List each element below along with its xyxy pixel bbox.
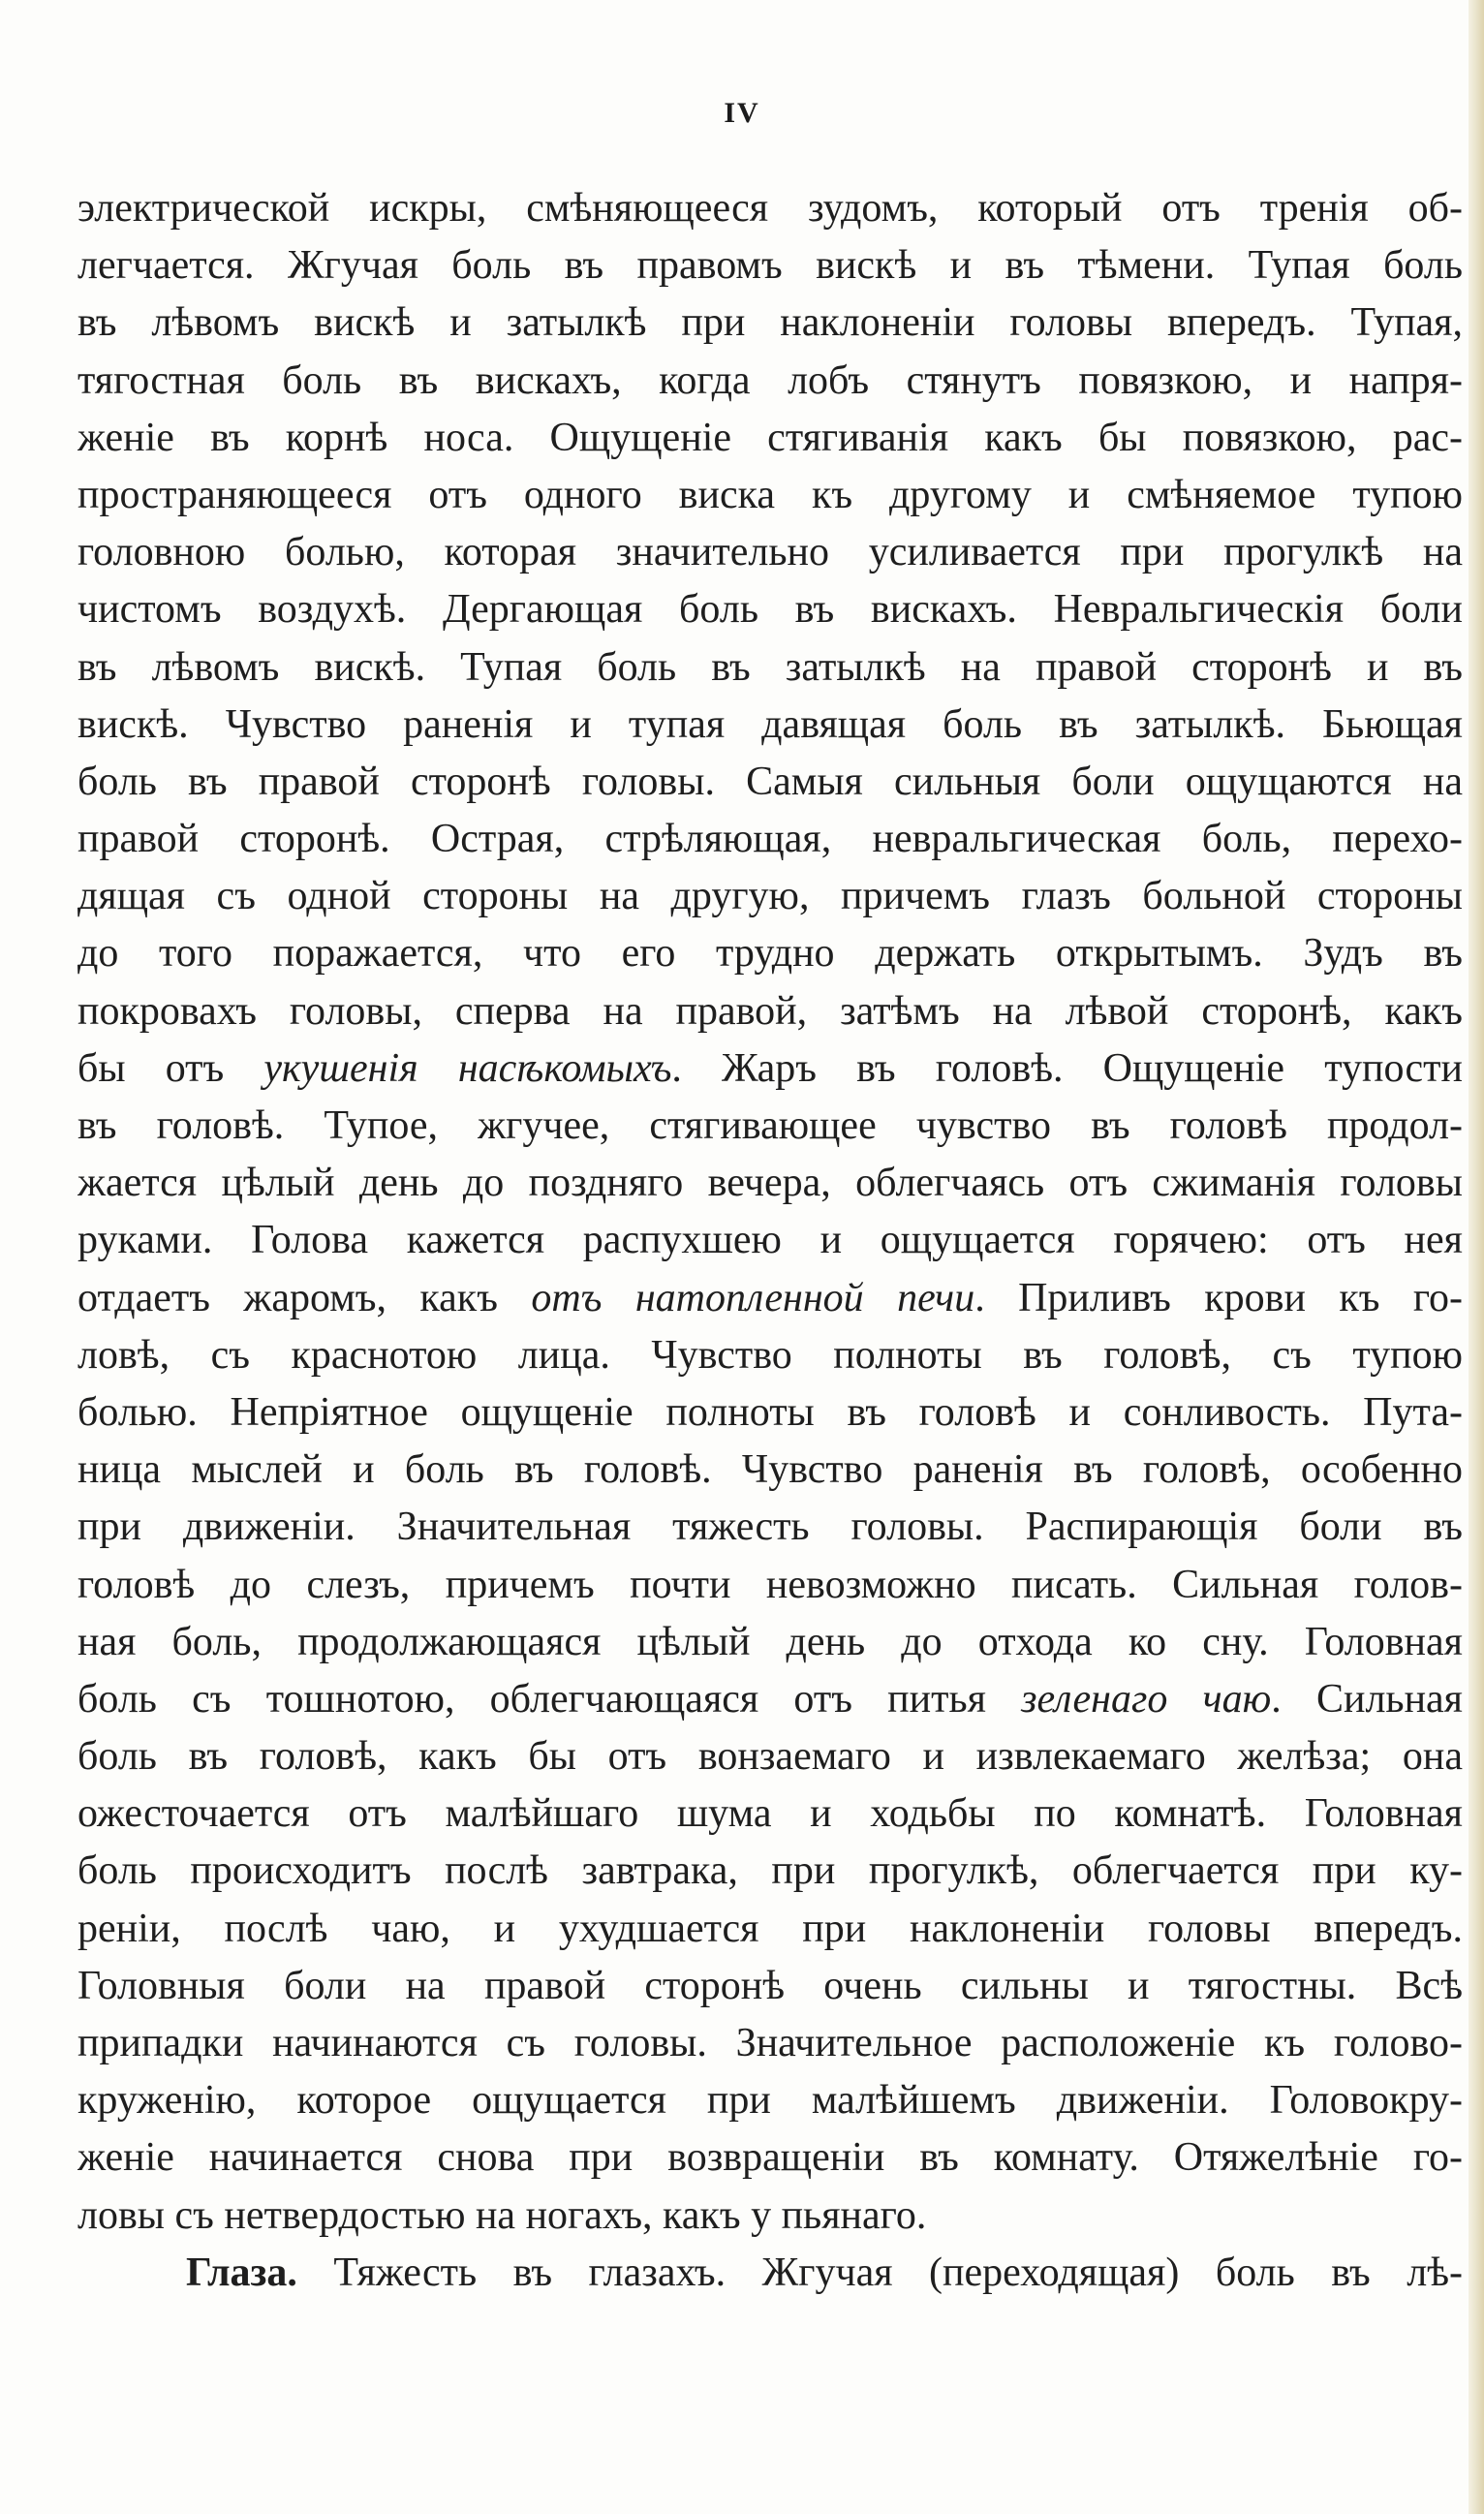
text-line: ница мыслей и боль въ головѣ. Чувство раненія въ головѣ, особенно — [77, 1447, 1463, 1493]
text-segment: бы отъ — [77, 1045, 264, 1091]
text-line — [77, 2245, 1463, 2302]
page-edge — [1469, 0, 1484, 2514]
text-line: ная боль, продолжающаяся цѣлый день до отхода ко сну. Головная — [77, 1619, 1463, 1664]
text-segment: . Приливъ крови къ го- — [974, 1275, 1463, 1320]
text-line: ожесточается отъ малѣйшаго шума и ходьбы по комнатѣ. Головная — [77, 1791, 1463, 1837]
italic-phrase: укушенія насѣкомыхъ — [263, 1045, 672, 1091]
text-line — [77, 1671, 1463, 1728]
text-line: жается цѣлый день до поздняго вечера, облегчаясь отъ сжиманія головы — [77, 1161, 1463, 1206]
text-line: въ лѣвомъ вискѣ и затылкѣ при наклоненіи головы впередъ. Тупая, — [77, 300, 1463, 346]
text-line: реніи, послѣ чаю, и ухудшается при наклоненіи головы впередъ. — [77, 1906, 1463, 1951]
text-line — [77, 1270, 1463, 1327]
text-segment: . Сильная — [1271, 1676, 1463, 1722]
text-line: при движеніи. Значительная тяжесть головы. Распирающія боли въ — [77, 1505, 1463, 1550]
italic-phrase: отъ натопленной печи — [531, 1275, 975, 1320]
text-line: правой сторонѣ. Острая, стрѣляющая, невральгическая боль, перехо- — [77, 817, 1463, 862]
text-line: ловы съ нетвердостью на ногахъ, какъ у пьянаго. — [77, 2192, 927, 2238]
text-body — [77, 180, 1463, 2302]
text-line: головѣ до слезъ, причемъ почти невозможно писать. Сильная голов- — [77, 1562, 1463, 1607]
text-line: вискѣ. Чувство раненія и тупая давящая боль въ затылкѣ. Бьющая — [77, 701, 1463, 747]
text-line: Головныя боли на правой сторонѣ очень сильны и тягостны. Всѣ — [77, 1963, 1463, 2008]
italic-phrase: зеленаго чаю — [1021, 1676, 1272, 1722]
text-line: пространяющееся отъ одного виска къ другому и смѣняемое тупою — [77, 472, 1463, 517]
text-line: боль происходитъ послѣ завтрака, при прогулкѣ, облегчается при ку- — [77, 1848, 1463, 1894]
section-heading: Глаза. — [186, 2250, 297, 2295]
text-line: дящая съ одной стороны на другую, причемъ глазъ больной стороны — [77, 874, 1463, 919]
text-line: тягостная боль въ вискахъ, когда лобъ стянутъ повязкою, и напря- — [77, 357, 1463, 403]
text-line: покровахъ головы, сперва на правой, затѣмъ на лѣвой сторонѣ, какъ — [77, 988, 1463, 1034]
text-line: женіе начинается снова при возвращеніи въ комнату. Отяжелѣніе го- — [77, 2135, 1463, 2181]
text-line: въ головѣ. Тупое, жгучее, стягивающее чувство въ головѣ продол- — [77, 1103, 1463, 1148]
text-line: чистомъ воздухѣ. Дергающая боль въ вискахъ. Невральгическія боли — [77, 587, 1463, 633]
text-line: головною болью, которая значительно усиливается при прогулкѣ на — [77, 530, 1463, 575]
text-line: ловѣ, съ краснотою лица. Чувство полноты въ головѣ, съ тупою — [77, 1332, 1463, 1378]
text-line: боль въ правой сторонѣ головы. Самыя сильныя боли ощущаются на — [77, 759, 1463, 804]
text-line: электрической искры, смѣняющееся зудомъ, который отъ тренія об- — [77, 186, 1463, 231]
text-line: круженію, которое ощущается при малѣйшемъ движеніи. Головокру- — [77, 2078, 1463, 2124]
page-number: IV — [724, 97, 760, 129]
text-segment: Тяжесть въ глазахъ. Жгучая (переходящая) боль въ лѣ- — [296, 2250, 1463, 2295]
text-line: въ лѣвомъ вискѣ. Тупая боль въ затылкѣ на правой сторонѣ и въ — [77, 644, 1463, 690]
text-segment: боль съ тошнотою, облегчающаяся отъ питья — [77, 1676, 1022, 1722]
text-segment: . Жаръ въ головѣ. Ощущеніе тупости — [671, 1045, 1463, 1091]
text-line: боль въ головѣ, какъ бы отъ вонзаемаго и извлекаемаго желѣза; она — [77, 1734, 1463, 1780]
text-line: женіе въ корнѣ носа. Ощущеніе стягиванія какъ бы повязкою, рас- — [77, 415, 1463, 460]
text-line: болью. Непріятное ощущеніе полноты въ головѣ и сонливость. Пута- — [77, 1389, 1463, 1435]
text-line: легчается. Жгучая боль въ правомъ вискѣ и въ тѣмени. Тупая боль — [77, 243, 1463, 289]
text-line: до того поражается, что его трудно держать открытымъ. Зудъ въ — [77, 931, 1463, 977]
text-line: припадки начинаются съ головы. Значительное расположеніе къ голово- — [77, 2021, 1463, 2065]
text-segment: отдаетъ жаромъ, какъ — [77, 1275, 532, 1320]
text-line: руками. Голова кажется распухшею и ощущается горячею: отъ нея — [77, 1218, 1463, 1263]
text-line — [77, 1040, 1463, 1098]
